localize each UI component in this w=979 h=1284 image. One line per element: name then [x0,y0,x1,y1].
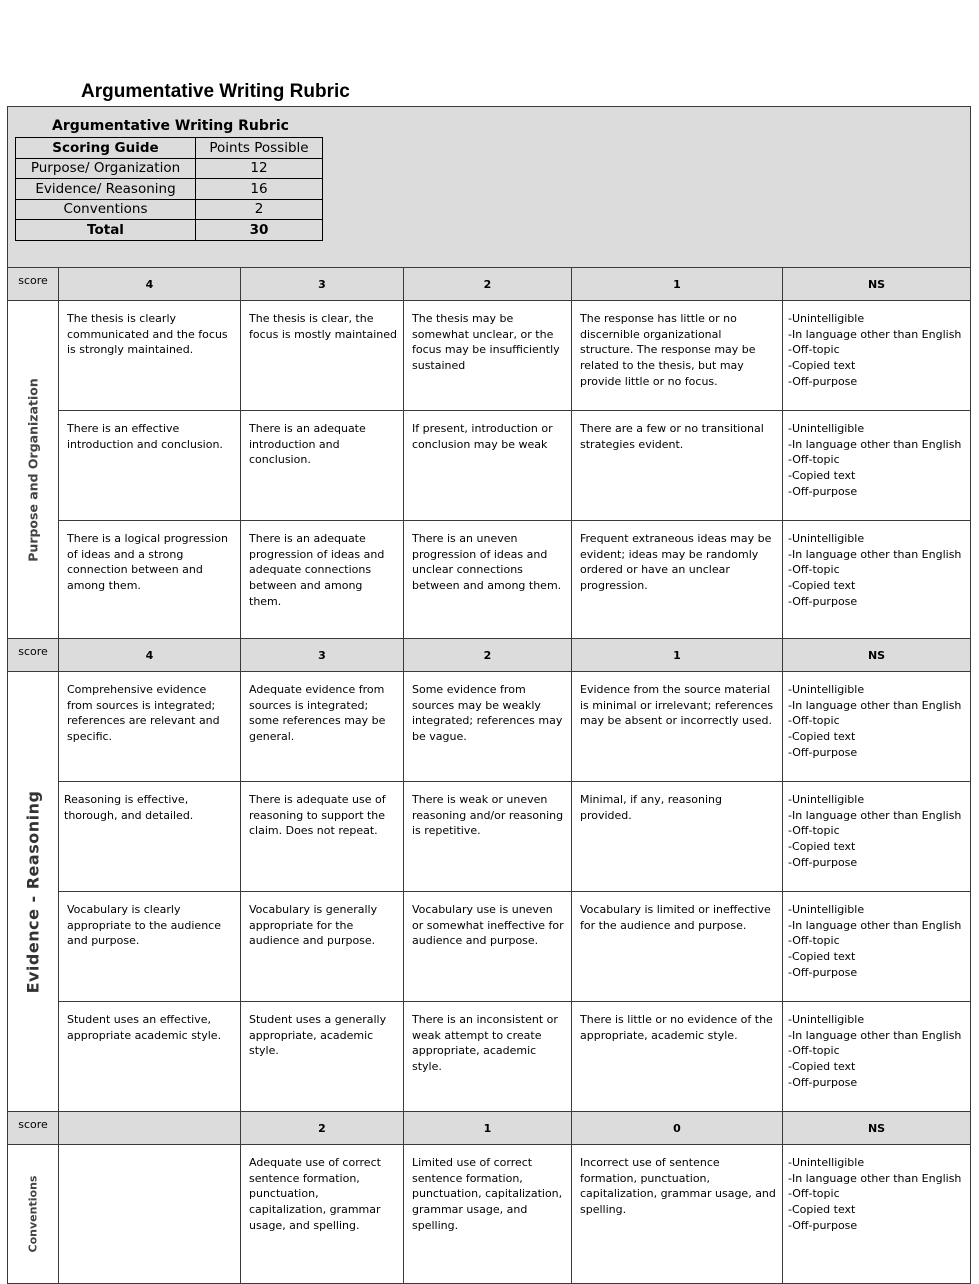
score-header: 1 [404,1112,572,1145]
ns-item: -Off-purpose [788,855,858,869]
criteria-cell: There is an adequate progression of ideas and adequate connections between and among them. [241,521,404,639]
ns-item: -In language other than English [788,547,962,561]
ns-item: -Off-purpose [788,1218,858,1232]
ns-cell [783,521,971,639]
criteria-cell: Incorrect use of sentence formation, punctuation, capitalization, grammar usage, and spelling. [572,1145,783,1284]
ns-item: -Copied text [788,950,856,964]
score-header: 2 [404,268,572,301]
category-label-cell [8,1145,59,1284]
summary-title: Argumentative Writing Rubric [52,118,289,134]
ns-item: -Off-topic [788,453,840,467]
rubric-header-panel [8,107,971,268]
score-header [59,1112,241,1145]
criteria-cell: The response has little or no discernible organizational structure. The response may be related to the thesis, but may provide little or no focus. [572,301,783,411]
criteria-cell: Student uses a generally appropriate, academic style. [241,1002,404,1112]
category-label: Purpose and Organization [25,377,41,562]
ns-item: -Unintelligible [788,903,865,916]
criteria-cell: There is a logical progression of ideas and a strong connection between and among them. [59,521,241,639]
score-header: 4 [59,639,241,672]
ns-item: -Copied text [788,579,856,593]
score-header: 4 [59,268,241,301]
ns-item: -Off-purpose [788,1075,858,1089]
criteria-cell: Vocabulary is generally appropriate for the audience and purpose. [241,892,404,1002]
ns-cell [783,672,971,782]
ns-item: -In language other than English [788,1028,962,1042]
ns-item: -Off-purpose [788,374,858,388]
page-title: Argumentative Writing Rubric [81,81,350,102]
rubric-row [8,411,971,521]
ns-item: -Off-purpose [788,965,858,979]
ns-item: -Off-purpose [788,484,858,498]
score-header: NS [783,268,971,301]
criteria-cell [59,1145,241,1284]
rubric-row [8,521,971,639]
ns-item: -Off-topic [788,343,840,357]
criteria-cell: Frequent extraneous ideas may be evident; ideas may be randomly ordered or have an unclear progression. [572,521,783,639]
criteria-cell: Comprehensive evidence from sources is integrated; references are relevant and specific. [59,672,241,782]
score-header: NS [783,1112,971,1145]
category-label-cell [8,672,59,1112]
score-header: 3 [241,268,404,301]
criteria-cell: Reasoning is effective, thorough, and detailed. [59,782,241,892]
summary-row-label: Evidence/ Reasoning [16,179,196,200]
score-header: 2 [241,1112,404,1145]
score-header: 1 [572,639,783,672]
criteria-cell: There is an adequate introduction and conclusion. [241,411,404,521]
score-header-row [8,1112,971,1145]
score-header-row [8,639,971,672]
ns-item: -Copied text [788,1060,856,1074]
score-label: score [8,639,59,672]
ns-item: -Copied text [788,840,856,854]
ns-item: -Off-purpose [788,745,858,759]
ns-item: -In language other than English [788,327,962,341]
ns-item: -Off-topic [788,714,840,728]
criteria-cell: There is weak or uneven reasoning and/or reasoning is repetitive. [404,782,572,892]
category-label: Conventions [26,1175,40,1253]
summary-header-points: Points Possible [196,138,323,159]
criteria-cell: Vocabulary is limited or ineffective for the audience and purpose. [572,892,783,1002]
summary-header-guide: Scoring Guide [16,138,196,159]
ns-item: -Unintelligible [788,422,865,435]
rubric-row [8,672,971,782]
score-header: 1 [572,268,783,301]
ns-item: -Unintelligible [788,1013,865,1026]
score-label: score [8,1112,59,1145]
scoring-summary-table [15,137,323,241]
rubric-row [8,1145,971,1284]
rubric-row [8,1002,971,1112]
ns-item: -Copied text [788,359,856,373]
criteria-cell: There are a few or no transitional strategies evident. [572,411,783,521]
ns-item: -In language other than English [788,437,962,451]
criteria-cell: The thesis is clearly communicated and the focus is strongly maintained. [59,301,241,411]
ns-item: -Unintelligible [788,312,865,325]
ns-cell [783,1002,971,1112]
ns-cell [783,411,971,521]
rubric-row [8,301,971,411]
ns-item: -Off-topic [788,934,840,948]
category-label: Evidence - Reasoning [23,790,43,993]
summary-row-points: 16 [196,179,323,200]
score-label: score [8,268,59,301]
ns-item: -Off-topic [788,563,840,577]
ns-item: -Off-topic [788,824,840,838]
ns-item: -Unintelligible [788,793,865,806]
criteria-cell: The thesis is clear, the focus is mostly maintained [241,301,404,411]
ns-item: -Unintelligible [788,1156,865,1169]
ns-cell [783,1145,971,1284]
rubric-table [7,106,971,1284]
criteria-cell: There is an uneven progression of ideas and unclear connections between and among them. [404,521,572,639]
score-header: 3 [241,639,404,672]
summary-row-label: Conventions [16,199,196,220]
summary-row-points: 12 [196,158,323,179]
ns-item: -In language other than English [788,698,962,712]
ns-cell [783,301,971,411]
criteria-cell: Minimal, if any, reasoning provided. [572,782,783,892]
ns-item: -In language other than English [788,808,962,822]
criteria-cell: Evidence from the source material is minimal or irrelevant; references may be absent or incorrectly used. [572,672,783,782]
summary-row-label: Purpose/ Organization [16,158,196,179]
ns-item: -Off-topic [788,1044,840,1058]
criteria-cell: Some evidence from sources may be weakly integrated; references may be vague. [404,672,572,782]
criteria-cell: Student uses an effective, appropriate academic style. [59,1002,241,1112]
criteria-cell: There is little or no evidence of the appropriate, academic style. [572,1002,783,1112]
score-header: NS [783,639,971,672]
summary-total-label: Total [16,220,196,241]
criteria-cell: There is an effective introduction and conclusion. [59,411,241,521]
criteria-cell: Adequate evidence from sources is integrated; some references may be general. [241,672,404,782]
rubric-row [8,782,971,892]
ns-cell [783,892,971,1002]
criteria-cell: If present, introduction or conclusion may be weak [404,411,572,521]
score-header: 2 [404,639,572,672]
ns-item: -Unintelligible [788,683,865,696]
summary-total-points: 30 [196,220,323,241]
criteria-cell: Adequate use of correct sentence formation, punctuation, capitalization, grammar usage, and spelling. [241,1145,404,1284]
score-header: 0 [572,1112,783,1145]
ns-item: -In language other than English [788,1171,962,1185]
ns-cell [783,782,971,892]
ns-item: -Off-topic [788,1187,840,1201]
summary-row-points: 2 [196,199,323,220]
ns-item: -Unintelligible [788,532,865,545]
ns-item: -Copied text [788,730,856,744]
criteria-cell: The thesis may be somewhat unclear, or the focus may be insufficiently sustained [404,301,572,411]
ns-item: -Copied text [788,1203,856,1217]
criteria-cell: Limited use of correct sentence formation, punctuation, capitalization, grammar usage, and spelling. [404,1145,572,1284]
criteria-cell: There is an inconsistent or weak attempt to create appropriate, academic style. [404,1002,572,1112]
ns-item: -In language other than English [788,918,962,932]
criteria-cell: There is adequate use of reasoning to support the claim. Does not repeat. [241,782,404,892]
score-header-row [8,268,971,301]
ns-item: -Off-purpose [788,594,858,608]
criteria-cell: Vocabulary is clearly appropriate to the audience and purpose. [59,892,241,1002]
criteria-cell: Vocabulary use is uneven or somewhat ineffective for audience and purpose. [404,892,572,1002]
rubric-row [8,892,971,1002]
category-label-cell [8,301,59,639]
ns-item: -Copied text [788,469,856,483]
